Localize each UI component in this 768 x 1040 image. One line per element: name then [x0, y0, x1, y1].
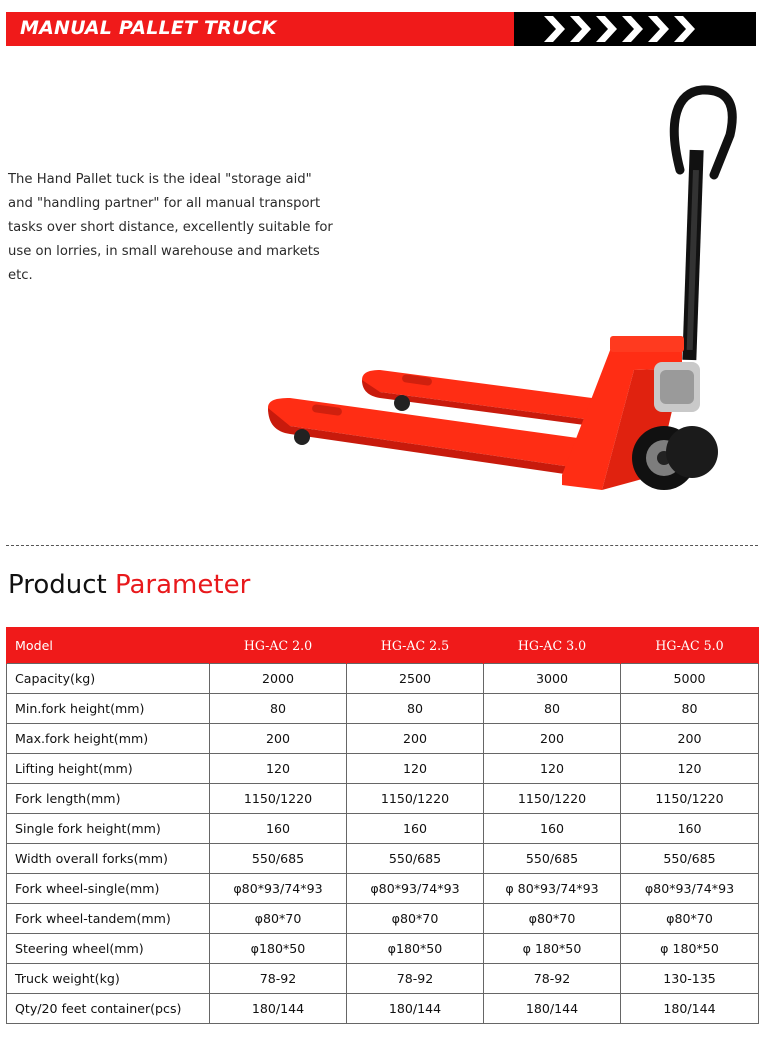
chevron-arrows-icon: [518, 12, 756, 46]
truck-handle: [674, 90, 732, 175]
table-cell: 180/144: [210, 994, 347, 1024]
table-cell: φ80*93/74*93: [210, 874, 347, 904]
table-header-cell: HG-AC 5.0: [621, 627, 759, 664]
table-header-row: [7, 627, 759, 664]
table-cell: φ80*70: [210, 904, 347, 934]
table-cell: φ 180*50: [484, 934, 621, 964]
table-cell: 180/144: [484, 994, 621, 1024]
table-row: [7, 694, 759, 724]
table-cell: 5000: [621, 664, 759, 694]
table-cell: 200: [347, 724, 484, 754]
table-cell: φ180*50: [347, 934, 484, 964]
table-row: [7, 664, 759, 694]
table-cell: 1150/1220: [210, 784, 347, 814]
table-cell: φ80*70: [621, 904, 759, 934]
table-cell: 78-92: [210, 964, 347, 994]
table-cell: 160: [621, 814, 759, 844]
table-cell: 3000: [484, 664, 621, 694]
parameter-table: [6, 627, 759, 1024]
table-cell: 80: [484, 694, 621, 724]
table-cell: 80: [621, 694, 759, 724]
table-row: [7, 814, 759, 844]
table-cell: φ80*70: [484, 904, 621, 934]
section-title: [8, 570, 250, 600]
table-cell: 2500: [347, 664, 484, 694]
table-cell: 160: [210, 814, 347, 844]
table-cell: 130-135: [621, 964, 759, 994]
table-row: [7, 724, 759, 754]
table-cell: 2000: [210, 664, 347, 694]
table-cell: 120: [621, 754, 759, 784]
table-header-cell: Model: [7, 627, 210, 664]
table-cell: φ 180*50: [621, 934, 759, 964]
section-title-part2: Parameter: [114, 570, 251, 600]
row-label: Lifting height(mm): [7, 754, 210, 784]
table-row: [7, 964, 759, 994]
table-cell: 120: [210, 754, 347, 784]
table-cell: 80: [210, 694, 347, 724]
table-cell: 550/685: [484, 844, 621, 874]
row-label: Fork wheel-tandem(mm): [7, 904, 210, 934]
table-row: [7, 904, 759, 934]
row-label: Single fork height(mm): [7, 814, 210, 844]
table-cell: 160: [484, 814, 621, 844]
table-header-cell: HG-AC 3.0: [484, 627, 621, 664]
table-cell: 550/685: [621, 844, 759, 874]
table-header-cell: HG-AC 2.5: [347, 627, 484, 664]
row-label: Steering wheel(mm): [7, 934, 210, 964]
table-cell: 180/144: [621, 994, 759, 1024]
table-cell: 200: [621, 724, 759, 754]
table-cell: 80: [347, 694, 484, 724]
table-row: [7, 754, 759, 784]
table-cell: 1150/1220: [621, 784, 759, 814]
table-cell: φ80*93/74*93: [347, 874, 484, 904]
table-cell: φ 80*93/74*93: [484, 874, 621, 904]
table-header-cell: HG-AC 2.0: [210, 627, 347, 664]
header-banner: [6, 12, 756, 46]
table-cell: φ80*93/74*93: [621, 874, 759, 904]
table-cell: φ80*70: [347, 904, 484, 934]
table-cell: 160: [347, 814, 484, 844]
section-title-part1: Product: [8, 570, 107, 600]
table-cell: 1150/1220: [484, 784, 621, 814]
table-cell: 78-92: [347, 964, 484, 994]
table-row: [7, 934, 759, 964]
pallet-truck-image: [262, 80, 742, 500]
intro-paragraph: The Hand Pallet tuck is the ideal "storage aid" and "handling partner" for all manual transport tasks over short distance, excellently suitable for use on lorries, in small warehouse and markets etc.: [8, 172, 333, 283]
table-cell: φ180*50: [210, 934, 347, 964]
table-row: [7, 874, 759, 904]
row-label: Max.fork height(mm): [7, 724, 210, 754]
table-row: [7, 844, 759, 874]
section-divider: [6, 545, 758, 546]
table-cell: 120: [347, 754, 484, 784]
row-label: Fork length(mm): [7, 784, 210, 814]
banner-title: MANUAL PALLET TRUCK: [20, 17, 277, 39]
row-label: Fork wheel-single(mm): [7, 874, 210, 904]
table-cell: 120: [484, 754, 621, 784]
table-row: [7, 784, 759, 814]
table-cell: 550/685: [347, 844, 484, 874]
row-label: Qty/20 feet container(pcs): [7, 994, 210, 1024]
table-cell: 1150/1220: [347, 784, 484, 814]
row-label: Min.fork height(mm): [7, 694, 210, 724]
table-row: [7, 994, 759, 1024]
table-cell: 200: [210, 724, 347, 754]
table-cell: 550/685: [210, 844, 347, 874]
row-label: Width overall forks(mm): [7, 844, 210, 874]
row-label: Truck weight(kg): [7, 964, 210, 994]
table-cell: 180/144: [347, 994, 484, 1024]
table-cell: 78-92: [484, 964, 621, 994]
row-label: Capacity(kg): [7, 664, 210, 694]
table-cell: 200: [484, 724, 621, 754]
